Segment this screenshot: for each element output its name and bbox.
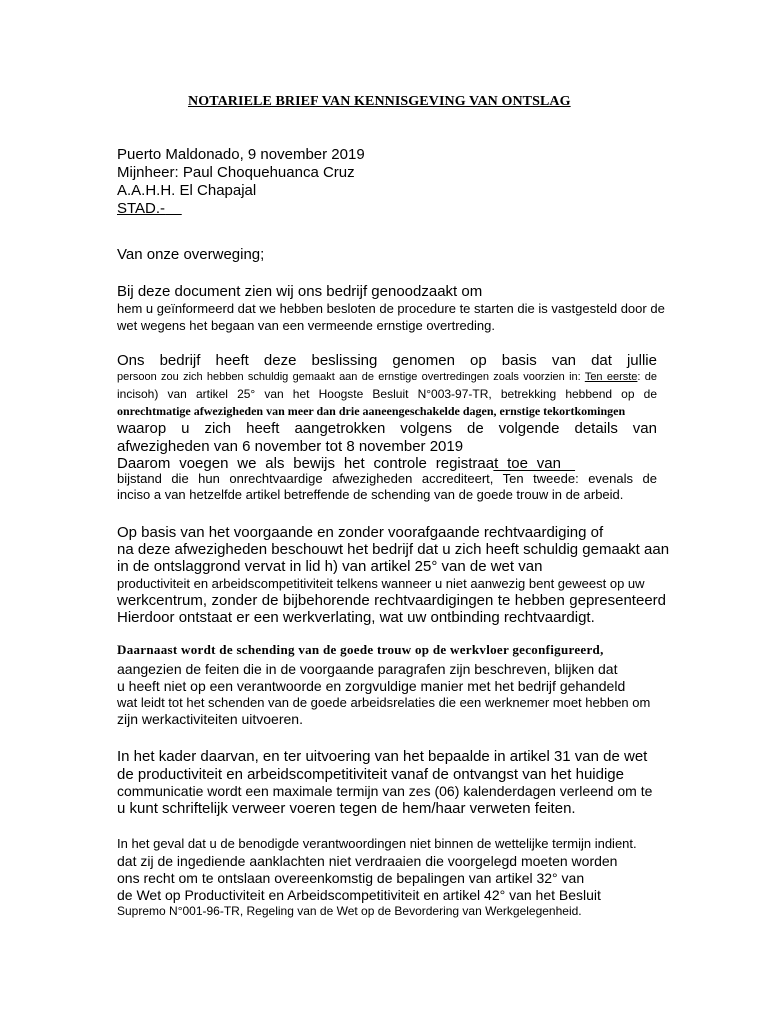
p4-line-2: aangezien de feiten die in de voorgaande paragrafen zijn beschreven, blijken dat <box>117 661 618 677</box>
p2-line-2-end: : de <box>637 371 658 383</box>
city-text: STAD.- <box>117 200 166 217</box>
p2-line-6: afwezigheden van 6 november tot 8 november 2019 <box>117 438 464 455</box>
ten-eerste-marker: Ten eerste <box>584 371 638 383</box>
p3-line-1: Op basis van het voorgaande en zonder voorafgaande rechtvaardiging of <box>117 524 604 541</box>
p2-line-1: Ons bedrijf heeft deze beslissing genomen op basis van dat jullie <box>117 352 657 369</box>
p6-line-5: Supremo N°001-96-TR, Regeling van de Wet op de Bevordering van Werkgelegenheid. <box>117 904 582 918</box>
p3-line-5: werkcentrum, zonder de bijbehorende rechtvaardigingen te hebben gepresenteerd <box>117 592 666 609</box>
p6-line-1: In het geval dat u de benodigde verantwoordingen niet binnen de wettelijke termijn indient. <box>117 836 637 851</box>
p2-line-8-text: bijstand die hun onrechtvaardige afwezigheden accrediteert, <box>117 471 494 486</box>
p2-line-3: incisoh) van artikel 25° van het Hoogste Besluit N°003-97-TR, betrekking hebbend op de <box>117 387 657 401</box>
p2-line-5: waarop u zich heeft aangetrokken volgens de volgende details van <box>117 420 657 437</box>
p5-line-4: u kunt schriftelijk verweer voeren tegen de hem/haar verweten feiten. <box>117 800 576 817</box>
p2-line-4: onrechtmatige afwezigheden van meer dan drie aaneengeschakelde dagen, ernstige tekortkomingen <box>117 404 626 418</box>
p3-line-4: productiviteit en arbeidscompetitiviteit telkens wanneer u niet aanwezig bent geweest op uw <box>117 576 645 591</box>
p4-line-1: Daarnaast wordt de schending van de goede trouw op de werkvloer geconfigureerd, <box>117 642 604 657</box>
ten-tweede-marker: Ten tweede <box>493 471 576 486</box>
p4-line-3: u heeft niet op een verantwoorde en zorgvuldige manier met het bedrijf gehandeld <box>117 678 626 694</box>
date-line: Puerto Maldonado, 9 november 2019 <box>117 146 365 163</box>
p6-line-2: dat zij de ingediende aanklachten niet verdraaien die voorgelegd moeten worden <box>117 853 618 869</box>
p1-line-1: Bij deze document zien wij ons bedrijf genoodzaakt om <box>117 283 483 300</box>
p4-line-4: wat leidt tot het schenden van de goede arbeidsrelaties die een werknemer moet hebben om <box>117 695 651 710</box>
p2-line-2-text: persoon zou zich hebben schuldig gemaakt aan de ernstige overtredingen zoals voorzien in: <box>117 371 581 383</box>
company-line: A.A.H.H. El Chapajal <box>117 182 257 199</box>
p3-line-6: Hierdoor ontstaat er een werkverlating, wat uw ontbinding rechtvaardigt. <box>117 609 595 626</box>
p2-line-9: inciso a van hetzelfde artikel betreffende de schending van de goede trouw in de arbeid. <box>117 487 624 502</box>
salutation: Van onze overweging; <box>117 246 265 263</box>
addressee-line: Mijnheer: Paul Choquehuanca Cruz <box>117 164 355 181</box>
p2-line-2 <box>117 371 657 383</box>
document-title: NOTARIELE BRIEF VAN KENNISGEVING VAN ONTSLAG <box>188 94 571 109</box>
p1-line-2: hem u geïnformeerd dat we hebben besloten de procedure te starten die is vastgesteld door de <box>117 301 665 316</box>
p5-line-2: de productiviteit en arbeidscompetitiviteit vanaf de ontvangst van het huidige <box>117 766 624 783</box>
p5-line-3: communicatie wordt een maximale termijn van zes (06) kalenderdagen verleend om te <box>117 783 653 799</box>
p2-line-8-end: : evenals de <box>575 471 657 486</box>
p5-line-1: In het kader daarvan, en ter uitvoering van het bepaalde in artikel 31 van de wet <box>117 748 648 765</box>
p2-line-8 <box>117 471 657 486</box>
p3-line-3: in de ontslaggrond vervat in lid h) van artikel 25° van de wet van <box>117 558 543 575</box>
p6-line-3: ons recht om te ontslaan overeenkomstig de bepalingen van artikel 32° van <box>117 870 585 886</box>
p3-line-2: na deze afwezigheden beschouwt het bedrijf dat u zich heeft schuldig gemaakt aan <box>117 541 670 558</box>
city-line <box>117 200 182 217</box>
p2-line-7: Daarom voegen we als bewijs het controle registraat toe van <box>117 455 561 472</box>
city-underline-pad <box>165 200 182 217</box>
p6-line-4: de Wet op Productiviteit en Arbeidscompetitiviteit en artikel 42° van het Besluit <box>117 887 601 903</box>
p1-line-3: wet wegens het begaan van een vermeende ernstige overtreding. <box>117 318 495 333</box>
p4-line-5: zijn werkactiviteiten uitvoeren. <box>117 711 303 727</box>
